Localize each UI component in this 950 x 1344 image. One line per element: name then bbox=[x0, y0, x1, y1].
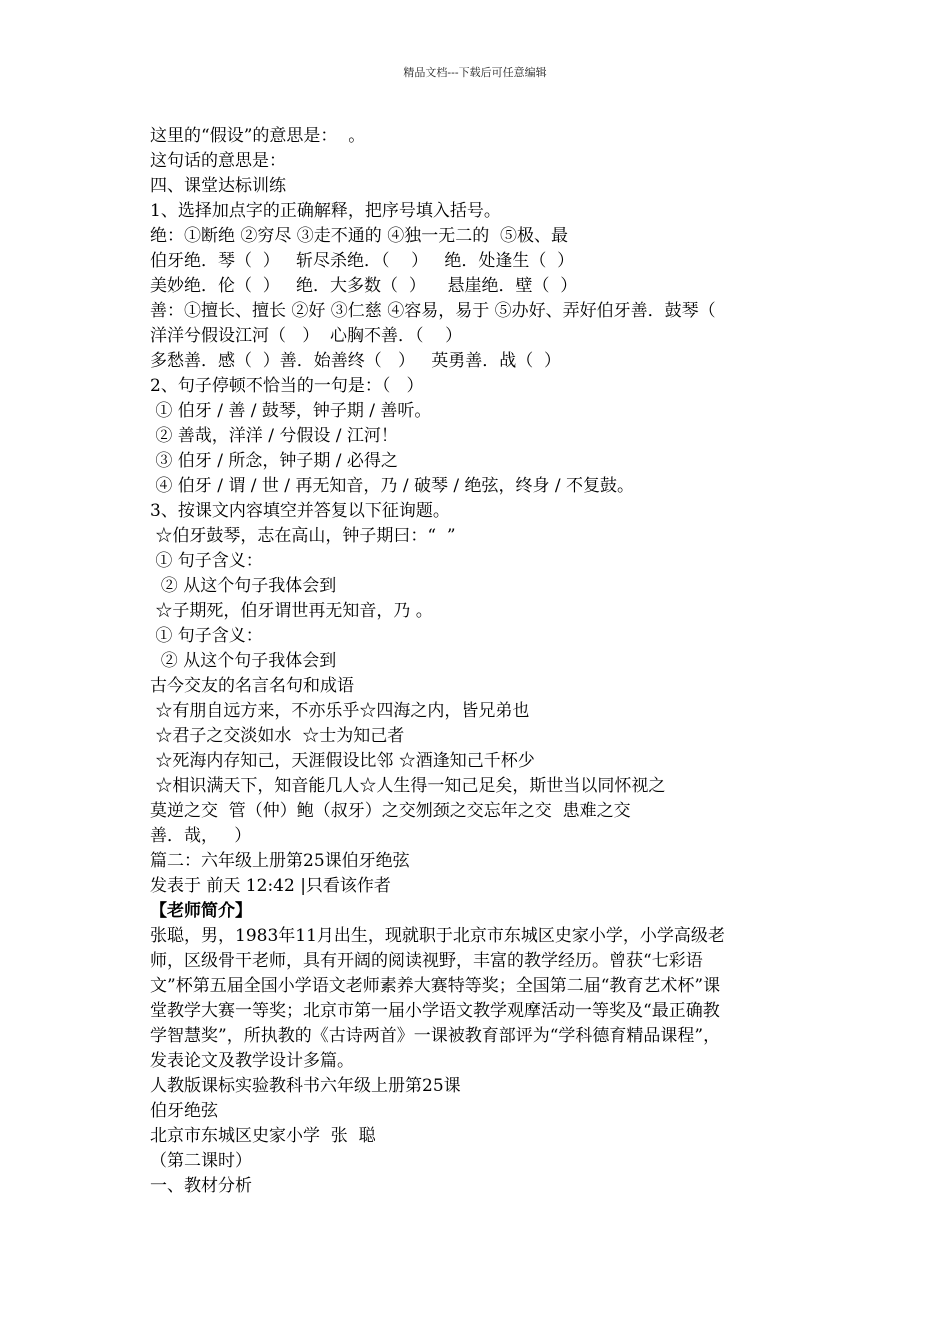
text-line: 这里的“假设”的意思是： 。 bbox=[150, 126, 366, 146]
text-line: ☆子期死，伯牙谓世再无知音，乃 。 bbox=[150, 601, 433, 621]
text-line: 善．哉， ） bbox=[150, 826, 252, 846]
bio-line: 发表论文及教学设计多篇。 bbox=[150, 1051, 354, 1071]
text-line: 绝：①断绝 ②穷尽 ③走不通的 ④独一无二的 ⑤极、最 bbox=[150, 226, 569, 246]
text-line: ☆相识满天下，知音能几人☆人生得一知己足矣，斯世当以同怀视之 bbox=[150, 776, 666, 796]
section-heading: 【老师简介】 bbox=[150, 901, 252, 921]
teacher-bio bbox=[150, 924, 810, 1074]
bio-line: 张聪，男，1983年11月出生，现就职于北京市东城区史家小学，小学高级老 bbox=[150, 926, 725, 946]
text-line: 这句话的意思是： bbox=[150, 151, 286, 171]
text-line: 莫逆之交 管（仲）鲍（叔牙）之交刎颈之交忘年之交 患难之交 bbox=[150, 801, 631, 821]
text-line: 伯牙绝．琴（ ） 斩尽杀绝．（ ） 绝．处逢生（ ） bbox=[150, 251, 575, 271]
text-line: 多愁善．感（ ）善．始善终（ ） 英勇善．战（ ） bbox=[150, 351, 562, 371]
option-line: ② 善哉，洋洋 / 兮假设 / 江河！ bbox=[150, 426, 398, 446]
text-line: 洋洋兮假设江河（ ） 心胸不善．（ ） bbox=[150, 326, 463, 346]
text-line: 善：①擅长、擅长 ②好 ③仁慈 ④容易，易于 ⑤办好、弄好伯牙善．鼓琴（ bbox=[150, 301, 716, 321]
question-heading: 2、句子停顿不恰当的一句是：（ ） bbox=[150, 376, 424, 396]
textbook-info: 人教版课标实验教科书六年级上册第25课 bbox=[150, 1076, 461, 1096]
article-title: 篇二：六年级上册第25课伯牙绝弦 bbox=[150, 851, 410, 871]
option-line: ③ 伯牙 / 所念，钟子期 / 必得之 bbox=[150, 451, 398, 471]
text-line: ☆君子之交淡如水 ☆士为知己者 bbox=[150, 726, 405, 746]
text-line: ☆有朋自远方来，不亦乐乎☆四海之内，皆兄弟也 bbox=[150, 701, 530, 721]
question-heading: 3、按课文内容填空并答复以下征询题。 bbox=[150, 501, 450, 521]
text-line: ② 从这个句子我体会到 bbox=[150, 651, 337, 671]
bio-line: 学智慧奖”，所执教的《古诗两首》一课被教育部评为“学科德育精品课程”， bbox=[150, 1026, 721, 1046]
bio-line: 文”杯第五届全国小学语文老师素养大赛特等奖；全国第二届“教育艺术杯”课 bbox=[150, 976, 721, 996]
section-heading: 四、课堂达标训练 bbox=[150, 176, 286, 196]
lesson-period: （第二课时） bbox=[150, 1151, 252, 1171]
bio-line: 堂教学大赛一等奖；北京市第一届小学语文教学观摩活动一等奖及“最正确教 bbox=[150, 1001, 720, 1021]
option-line: ① 伯牙 / 善 / 鼓琴，钟子期 / 善听。 bbox=[150, 401, 432, 421]
section-heading: 一、教材分析 bbox=[150, 1176, 252, 1196]
text-line: ① 句子含义： bbox=[150, 551, 263, 571]
text-line: ② 从这个句子我体会到 bbox=[150, 576, 337, 596]
question-heading: 1、选择加点字的正确解释，把序号填入括号。 bbox=[150, 201, 501, 221]
section-heading: 古今交友的名言名句和成语 bbox=[150, 676, 354, 696]
text-line: 美妙绝．伦（ ） 绝．大多数（ ） 悬崖绝．壁（ ） bbox=[150, 276, 578, 296]
author-line: 北京市东城区史家小学 张 聪 bbox=[150, 1126, 376, 1146]
page-header: 精品文档---下载后可任意编辑 bbox=[403, 66, 547, 79]
text-line: ☆伯牙鼓琴，志在高山，钟子期曰：“ ” bbox=[150, 526, 456, 546]
post-meta: 发表于 前天 12:42 |只看该作者 bbox=[150, 876, 391, 896]
text-line: ☆死海内存知己，天涯假设比邻 ☆酒逢知己千杯少 bbox=[150, 751, 535, 771]
lesson-title: 伯牙绝弦 bbox=[150, 1101, 218, 1121]
option-line: ④ 伯牙 / 谓 / 世 / 再无知音，乃 / 破琴 / 绝弦，终身 / 不复鼓。 bbox=[150, 476, 635, 496]
bio-line: 师，区级骨干老师，具有开阔的阅读视野，丰富的教学经历。曾获“七彩语 bbox=[150, 951, 703, 971]
text-line: ① 句子含义： bbox=[150, 626, 263, 646]
document-body bbox=[150, 124, 810, 1199]
